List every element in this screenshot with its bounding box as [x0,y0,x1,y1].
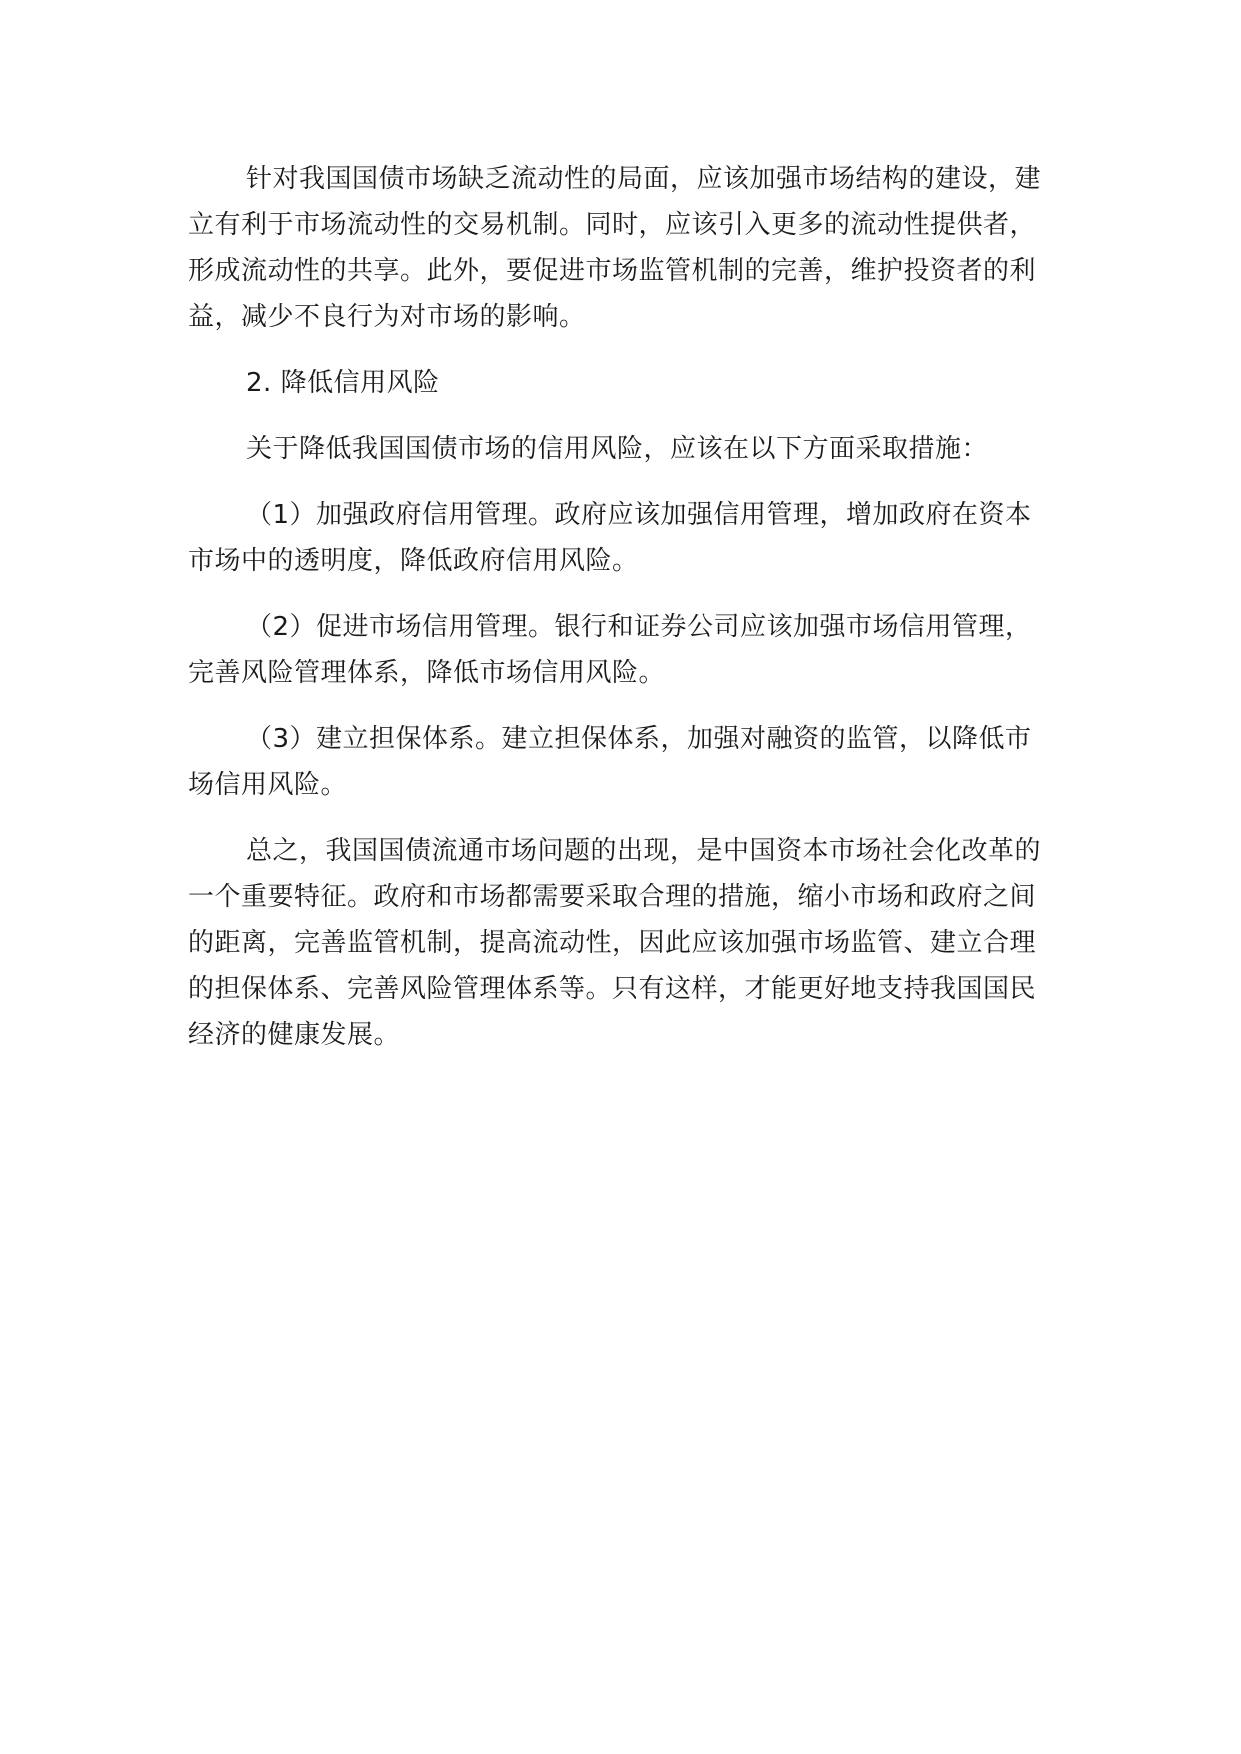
document-body [188,156,1053,1078]
paragraph-liquidity: 针对我国国债市场缺乏流动性的局面，应该加强市场结构的建设，建立有利于市场流动性的交易机制。同时，应该引入更多的流动性提供者，形成流动性的共享。此外，要促进市场监管机制的完善，维护投资者的利益，减少不良行为对市场的影响。 [188,164,1042,332]
list-item-guarantee-system: （3）建立担保体系。建立担保体系，加强对融资的监管，以降低市场信用风险。 [188,724,1032,800]
list-item-market-credit: （2）促进市场信用管理。银行和证券公司应该加强市场信用管理，完善风险管理体系，降低市场信用风险。 [188,612,1032,688]
paragraph-credit-intro: 关于降低我国国债市场的信用风险，应该在以下方面采取措施： [246,434,989,464]
section-heading-credit-risk: 2. 降低信用风险 [246,368,440,398]
paragraph-conclusion: 总之，我国国债流通市场问题的出现，是中国资本市场社会化改革的一个重要特征。政府和市场都需要采取合理的措施，缩小市场和政府之间的距离，完善监管机制，提高流动性，因此应该加强市场监管、建立合理的担保体系、完善风险管理体系等。只有这样，才能更好地支持我国国民经济的健康发展。 [188,836,1042,1050]
list-item-government-credit: （1）加强政府信用管理。政府应该加强信用管理，增加政府在资本市场中的透明度，降低政府信用风险。 [188,500,1032,576]
